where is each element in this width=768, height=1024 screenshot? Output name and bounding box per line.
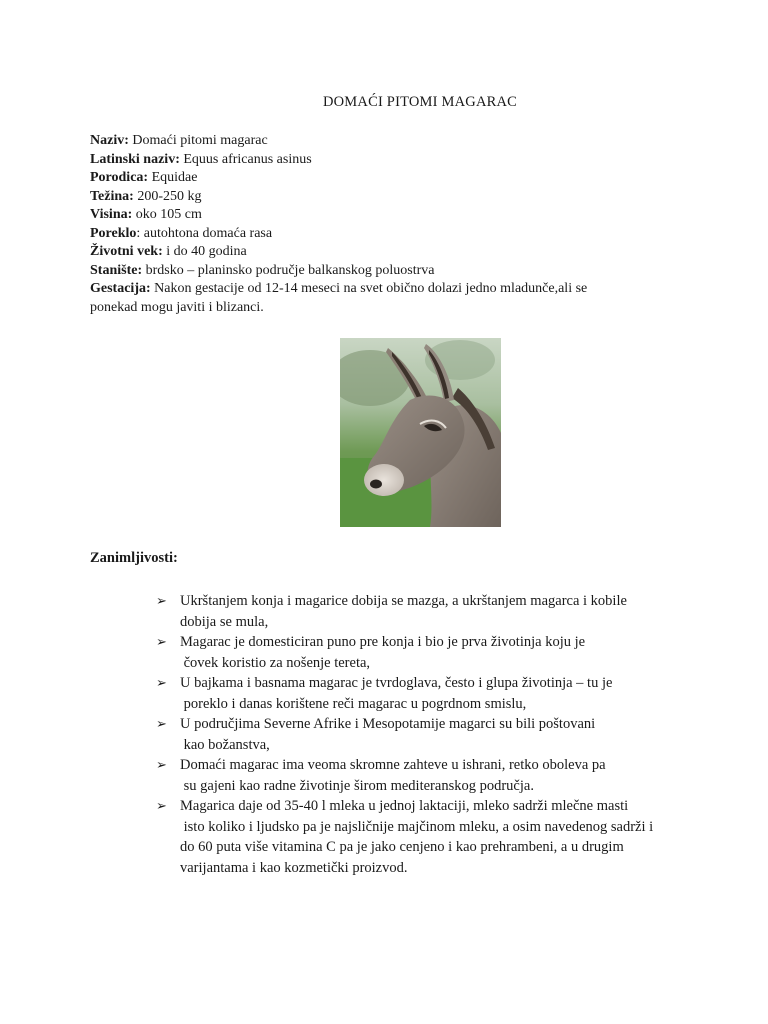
list-item [156, 673, 726, 714]
fact-label: Gestacija: [90, 281, 151, 296]
fact-gestacija [90, 280, 710, 299]
list-item [156, 796, 726, 878]
arrow-bullet-icon: ➢ [156, 634, 167, 649]
list-item-line: do 60 puta više vitamina C pa je jako cenjeno i kao prehrambeni, a u drugim [180, 839, 624, 855]
arrow-bullet-icon: ➢ [156, 716, 167, 731]
fact-label: Stanište: [90, 262, 143, 278]
fact-value: i do 40 godina [162, 244, 247, 259]
arrow-bullet-icon: ➢ [156, 798, 167, 813]
list-item-line: su gajeni kao radne životinje širom mediteranskog područja. [180, 777, 534, 794]
fact-label: Latinski naziv: [90, 151, 180, 167]
fact-tezina [90, 188, 710, 207]
list-item-line: Ukrštanjem konja i magarice dobija se mazga, a ukrštanjem magarca i kobile [180, 593, 627, 609]
fact-poreklo [90, 225, 710, 244]
section-title: Zanimljivosti: [90, 550, 178, 566]
list-item [156, 755, 726, 796]
fact-label: Životni vek: [90, 244, 163, 259]
list-item-line: poreklo i danas korištene reči magarac u pogrdnom smislu, [180, 695, 527, 712]
list-item-line: U bajkama i basnama magarac je tvrdoglava, često i glupa životinja – tu je [180, 675, 613, 691]
list-item-line: Domaći magarac ima veoma skromne zahteve u ishrani, retko oboleva pa [180, 757, 606, 773]
fact-label: Porodica: [90, 170, 149, 185]
fact-value: : autohtona domaća rasa [136, 225, 273, 241]
fact-label: Težina: [90, 188, 134, 204]
list-item-line: kao božanstva, [180, 736, 270, 753]
list-item [156, 714, 726, 755]
list-item-line: Magarac je domesticiran puno pre konja i bio je prva životinja koju je [180, 634, 586, 650]
facts-bullet-list [156, 591, 726, 878]
fact-value: 200-250 kg [133, 188, 202, 204]
arrow-bullet-icon: ➢ [156, 675, 167, 690]
list-item [156, 632, 726, 673]
list-item-line: varijantama i kao kozmetički proizvod. [180, 859, 408, 876]
fact-label: Visina: [90, 207, 133, 222]
list-item-line: Magarica daje od 35-40 l mleka u jednoj laktaciji, mleko sadrži mlečne masti [180, 798, 629, 814]
list-item-line: U područjima Severne Afrike i Mesopotamije magarci su bili poštovani [180, 716, 596, 732]
fact-zivotni-vek [90, 243, 710, 262]
fact-staniste [90, 262, 710, 281]
fact-value: Equidae [148, 170, 198, 185]
donkey-photo [340, 338, 501, 527]
fact-label: Poreklo [90, 225, 137, 241]
document-title: DOMAĆI PITOMI MAGARAC [322, 94, 518, 110]
list-item-line: dobija se mula, [180, 613, 269, 630]
fact-naziv [90, 132, 710, 151]
list-item-line: čovek koristio za nošenje tereta, [180, 654, 371, 671]
fact-porodica [90, 169, 710, 188]
list-item-line: isto koliko i ljudsko pa je najsličnije majčinom mleku, a osim navedenog sadrži i [180, 818, 654, 835]
fact-value: brdsko – planinsko područje balkanskog poluostrva [142, 262, 435, 278]
arrow-bullet-icon: ➢ [156, 593, 167, 608]
fact-label: Naziv: [90, 133, 129, 148]
fact-value: Nakon gestacije od 12-14 meseci na svet obično dolazi jedno mladunče,ali se [150, 281, 588, 296]
fact-visina [90, 206, 710, 225]
fact-latinski-naziv [90, 151, 710, 170]
fact-value: oko 105 cm [132, 207, 202, 222]
fact-value: Domaći pitomi magarac [128, 133, 268, 148]
gestation-continuation: ponekad mogu javiti i blizanci. [90, 299, 264, 315]
facts-list [90, 132, 710, 317]
arrow-bullet-icon: ➢ [156, 757, 167, 772]
fact-value: Equus africanus asinus [179, 151, 312, 167]
list-item [156, 591, 726, 632]
